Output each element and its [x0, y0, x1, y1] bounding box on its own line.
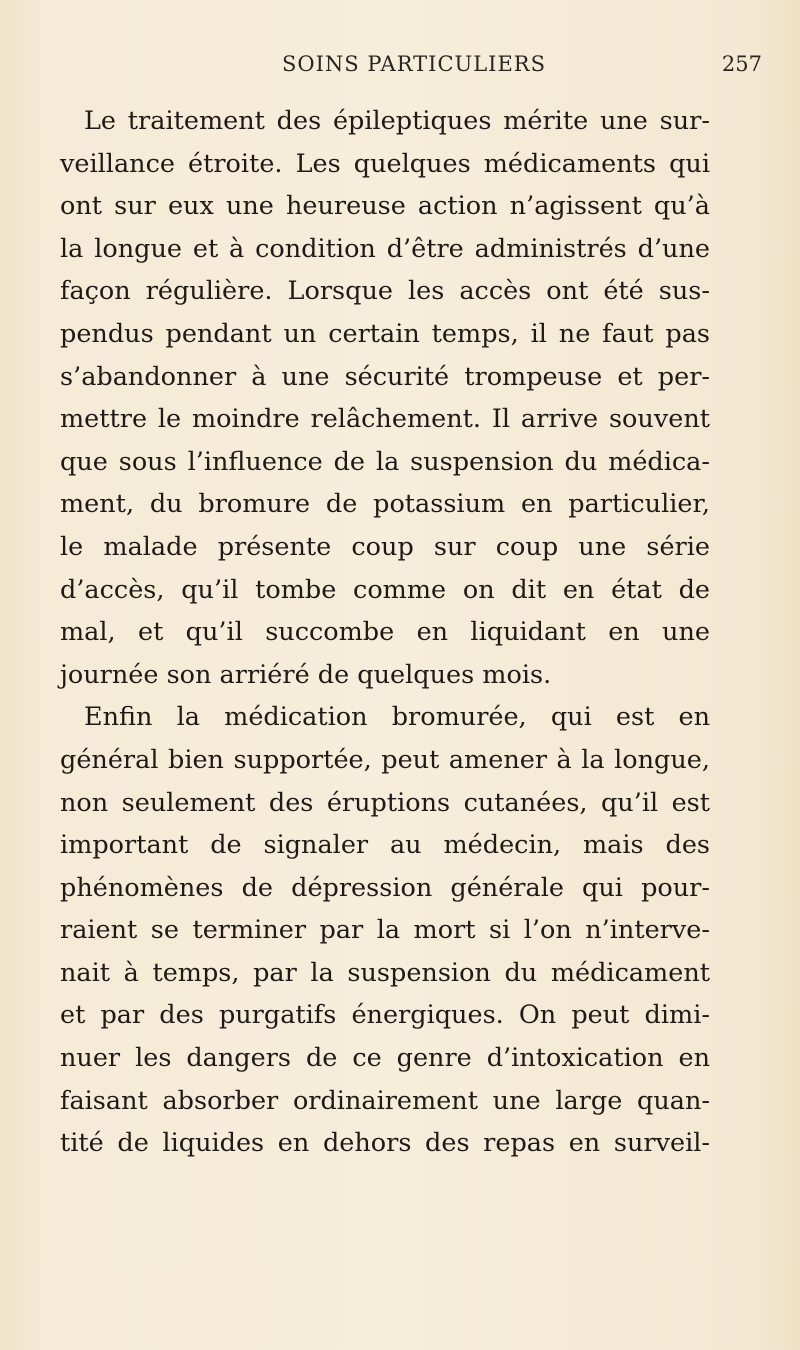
text-line: phénomènes de dépression générale qui pour-	[60, 872, 710, 903]
text-line: tité de liquides en dehors des repas en surveil-	[60, 1128, 710, 1159]
text-line: veillance étroite. Les quelques médicaments qui	[60, 148, 710, 179]
text-line: mal, et qu’il succombe en liquidant en une	[60, 617, 710, 648]
text-line: ont sur eux une heureuse action n’agissent qu’à	[60, 191, 710, 222]
running-title: SOINS PARTICULIERS	[282, 52, 546, 76]
text-line: façon régulière. Lorsque les accès ont été sus-	[60, 276, 710, 307]
page-number: 257	[721, 52, 762, 76]
text-line: nait à temps, par la suspension du médicament	[60, 957, 710, 988]
text-line: nuer les dangers de ce genre d’intoxication en	[60, 1043, 710, 1074]
page-header	[0, 52, 800, 82]
text-line: important de signaler au médecin, mais des	[60, 830, 710, 861]
text-line: journée son arriéré de quelques mois.	[60, 659, 552, 690]
text-line: que sous l’influence de la suspension du médica-	[60, 446, 710, 477]
text-line: la longue et à condition d’être administrés d’une	[60, 233, 710, 264]
text-line: et par des purgatifs énergiques. On peut dimi-	[60, 1000, 710, 1031]
body-text	[60, 100, 710, 1165]
text-line: Enfin la médication bromurée, qui est en	[84, 702, 710, 733]
text-line: d’accès, qu’il tombe comme on dit en état de	[60, 574, 710, 605]
text-line: pendus pendant un certain temps, il ne faut pas	[60, 318, 710, 349]
text-line: général bien supportée, peut amener à la longue,	[60, 744, 710, 775]
text-line: non seulement des éruptions cutanées, qu’il est	[60, 787, 710, 818]
text-line: mettre le moindre relâchement. Il arrive souvent	[60, 404, 710, 435]
text-line: faisant absorber ordinairement une large quan-	[60, 1085, 710, 1116]
text-line: ment, du bromure de potassium en particulier,	[60, 489, 710, 520]
text-line: le malade présente coup sur coup une série	[60, 531, 710, 562]
text-line: s’abandonner à une sécurité trompeuse et per-	[60, 361, 710, 392]
text-line: Le traitement des épileptiques mérite une sur-	[84, 106, 710, 136]
text-line: raient se terminer par la mort si l’on n’interve-	[60, 915, 710, 946]
